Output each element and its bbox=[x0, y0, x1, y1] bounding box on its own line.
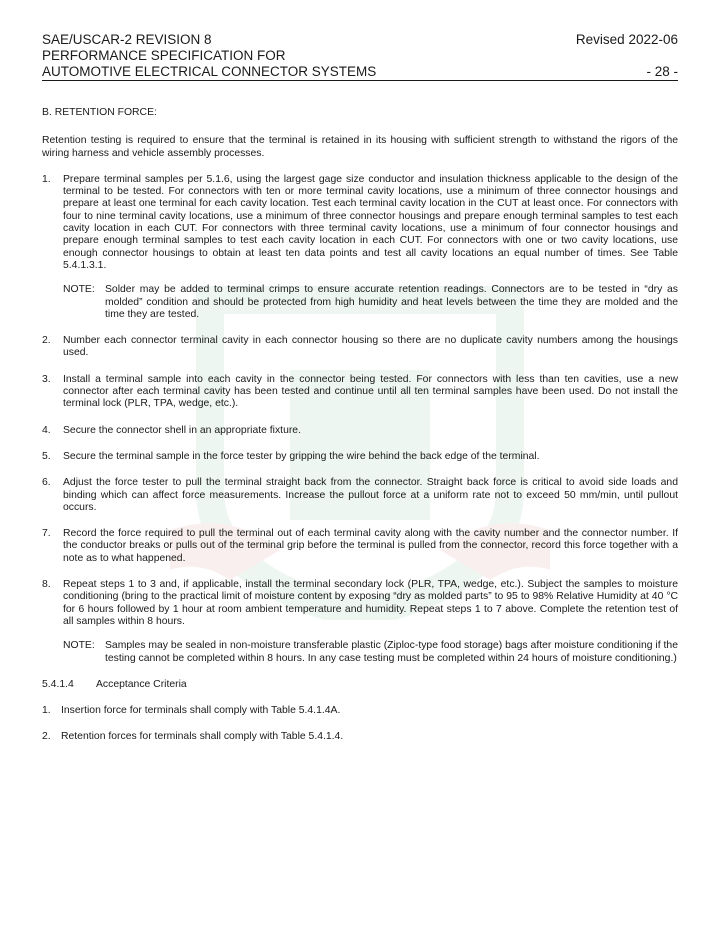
list-item-number: 7. bbox=[42, 528, 51, 540]
list-item bbox=[42, 425, 678, 437]
list-item-number: 1. bbox=[42, 173, 51, 185]
list-item bbox=[42, 174, 678, 272]
header-page-number: - 28 - bbox=[646, 64, 678, 79]
list-item-text: Secure the connector shell in an appropriate fixture. bbox=[63, 424, 301, 436]
criteria-item-number: 2. bbox=[42, 731, 51, 743]
list-item bbox=[42, 335, 678, 360]
list-item-number: 4. bbox=[42, 424, 51, 436]
note bbox=[42, 284, 678, 321]
list-item-text: Repeat steps 1 to 3 and, if applicable, install the terminal secondary lock (PLR, TPA, wedge, etc.). Subject the samples to moisture conditioning (bring to the practical limit of moisture content by exposing “dry as molded parts” to 95 to 98% Relative Humidity at 40 °C for 6 hours followed by 1 hour at room ambient temperature and humidity. Repeat steps 1 to 7 above. Complete the retention test of all samples within 8 hours. bbox=[63, 579, 678, 627]
list-item-number: 6. bbox=[42, 477, 51, 489]
criteria-item-text: Retention forces for terminals shall comply with Table 5.4.1.4. bbox=[61, 731, 344, 743]
list-item-number: 5. bbox=[42, 450, 51, 462]
criteria-title: Acceptance Criteria bbox=[96, 678, 187, 690]
note-text: Samples may be sealed in non-moisture transferable plastic (Ziploc-type food storage) bags after moisture conditioning if the testing cannot be completed within 8 hours. In any case testing must be completed within 24 hours of moisture conditioning.) bbox=[105, 640, 678, 664]
section-title: B. RETENTION FORCE: bbox=[42, 107, 157, 118]
header-doc-id: SAE/USCAR-2 REVISION 8 bbox=[42, 32, 212, 47]
document-page bbox=[42, 32, 678, 744]
header-title-row bbox=[42, 64, 678, 81]
list-item bbox=[42, 451, 678, 463]
criteria-item-number: 1. bbox=[42, 705, 51, 717]
list-item-text: Adjust the force tester to pull the terminal straight back from the connector. Straight back force is critical to avoid side loads and binding which can affect force measurements. Increase the pullout force at a uniform rate not to exceed 50 mm/min, until pullout occurs. bbox=[63, 477, 678, 513]
page-header bbox=[42, 32, 678, 81]
list-item-text: Record the force required to pull the terminal out of each terminal cavity along with the cavity number and the connector number. If the conductor breaks or pulls out of the terminal grip before the terminal is pulled from the connector, record this force together with a note as to what happened. bbox=[63, 528, 678, 564]
header-revised-date: Revised 2022-06 bbox=[575, 32, 678, 47]
note-label: NOTE: bbox=[63, 640, 95, 652]
list-item bbox=[42, 528, 678, 565]
criteria-section-number: 5.4.1.4 bbox=[42, 678, 74, 690]
list-item-number: 2. bbox=[42, 335, 51, 347]
list-item-number: 3. bbox=[42, 373, 51, 385]
header-title-line1: PERFORMANCE SPECIFICATION FOR bbox=[42, 48, 286, 63]
list-item-text: Install a terminal sample into each cavity in the connector being tested. For connectors with less than ten cavities, use a new connector after each terminal cavity has been tested and continue until all ten terminal samples have been used. Do not install the terminal lock (PLR, TPA, wedge, etc.). bbox=[63, 373, 678, 410]
header-title-line2: AUTOMOTIVE ELECTRICAL CONNECTOR SYSTEMS bbox=[42, 64, 377, 79]
criteria-item bbox=[42, 705, 678, 717]
criteria-heading bbox=[42, 679, 678, 691]
criteria-item bbox=[42, 731, 678, 743]
list-item-number: 8. bbox=[42, 579, 51, 591]
list-item-text: Secure the terminal sample in the force tester by gripping the wire behind the back edge of the terminal. bbox=[63, 450, 540, 462]
note-label: NOTE: bbox=[63, 284, 95, 296]
list-item-text: Number each connector terminal cavity in each connector housing so there are no duplicate cavity numbers among the housings used. bbox=[63, 335, 678, 359]
note-text: Solder may be added to terminal crimps to ensure accurate retention readings. Connectors are to be tested in “dry as molded” condition and should be protected from high humidity and heat levels between the time they are molded and the time they are tested. bbox=[105, 284, 678, 320]
list-item bbox=[42, 477, 678, 514]
list-item-text: Prepare terminal samples per 5.1.6, using the largest gage size conductor and insulation thickness applicable to the design of the terminal to be tested. For connectors with ten or more terminal cavity locations, use a minimum of three connector housings and prepare at least one terminal for each cavity location. Test each terminal cavity location in the CUT at least once. For connectors with four to nine terminal cavity locations, use a minimum of three connector housings and prepare enough terminal samples to test each cavity location in each CUT. For connectors with three terminal cavity locations, use a minimum of four connector housings and prepare enough terminal samples to test each cavity location in each CUT. For connectors with one or two cavity locations, use enough connector housings to obtain at least ten data points and test all cavity locations an equal number of times. See Table 5.4.1.3.1. bbox=[63, 173, 678, 271]
list-item bbox=[42, 579, 678, 628]
note bbox=[42, 640, 678, 665]
criteria-item-text: Insertion force for terminals shall comply with Table 5.4.1.4A. bbox=[61, 705, 341, 717]
list-item bbox=[42, 374, 678, 411]
section-intro: Retention testing is required to ensure that the terminal is retained in its housing with sufficient strength to withstand the rigors of the wiring harness and vehicle assembly processes. bbox=[42, 135, 678, 159]
